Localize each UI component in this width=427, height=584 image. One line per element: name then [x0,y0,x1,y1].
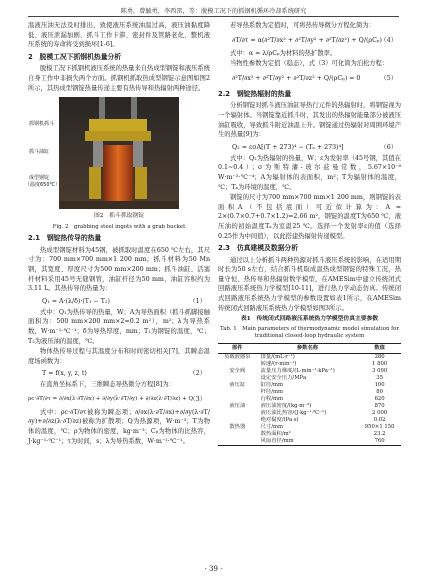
grab-photo [59,97,179,209]
table-cell-parameter: 转速/(r·min⁻¹) [260,361,297,368]
table-row [218,389,401,396]
table-cell-value: 620 [374,396,385,403]
table-cell-value: 35 [376,375,383,382]
table-title-en: Tab. 1 Main parameters of thermodynamic model simulation for traditional closed-loop hydraulic system [220,326,399,340]
section-heading-2-3: 2.3 仿真建模及数据分析 [218,244,299,253]
table-cell-parameter: 缸径/mm [260,382,284,389]
table-cell-component: 液压油 [229,403,246,410]
table-cell-component [218,389,257,396]
table-row [218,410,401,417]
equation-3 [28,391,210,408]
paragraph: 热成型钢锭材料为45钢，被抓取时温度在650 ℃左右，其尺寸为：700 mm×700 mm×1 200 mm；抓斗材料为50 Mn钢，其宽度、厚度尺寸为500 mm×200 mm；抓斗油缸、活塞杆材料采用45号无缝钢管，油缸杆径为50 mm，油缸容积约为3.11 L。其热传导的热量为： [28,246,210,293]
paragraph: 式中：Q₂为热辐射的热量，W；ε为发射率（45号钢，其值在0.1~0.4）；σ为斯特藩-玻尔兹曼常数，5.67×10⁻⁸ W·m⁻²·℃⁻⁴；A为辐射体的表面积，m²；T为辐射体的温度，℃；Tₐ为环境的温度，℃。 [218,154,401,191]
table-row [218,382,401,389]
equation-3-body: ρc·∂T/∂τ = ∂/∂x(λ·∂T/∂x) + ∂/∂y(λ·∂T/∂y) + ∂/∂z(λ·∂T/∂z) + Q [28,395,194,402]
label-ingot-line2: （温度650℃） [25,182,61,189]
table-header: 参数名称 [257,344,359,354]
table-cell-parameter: 设定安全压力/MPa [260,375,307,382]
paragraph: 式中：ρc·∂T/∂τ被称为瞬态项；∂/∂x(λ·∂T/∂x)+∂/∂y(λ·∂T/∂y)+∂/∂z(λ·∂T/∂z)被称为扩散项；Q为热源项，W·m⁻³；T为物体的温度，℃；ρ为物体的密度，kg·m⁻³；Cₚ为物体的比热容，J·kg⁻¹·℃⁻¹；τ为时间，s；λ为导热系数，W·m⁻¹·℃⁻¹。 [28,408,210,445]
equation-6-body: Q₂ = εσA[(T + 273)⁴ − (Tₐ + 273)⁴] [232,143,344,151]
table-row [218,375,401,382]
equation-5-number: （5） [380,74,397,82]
label-bucket-cylinder: 抓斗油缸 [29,149,50,156]
table-row [218,417,401,424]
page-number: · 39 · [204,565,223,573]
table-cell-value: 2 000 [372,410,388,417]
figure-grab-bucket [25,97,179,209]
table-cell-parameter: 绝对黏度/(Pa·s) [260,417,299,424]
paragraph: 分析钢锭对抓斗液压油缸导热行元件的热辐射时，将钢锭视为一个辐射体。当钢锭靠近抓斗时，其发出的热辐射能量部分被液压油缸吸收，导致抓斗附近油温上升。钢锭通过热辐射对周围环境产生的热量[9]为： [218,102,401,139]
table-cell-component: 液压缸 [229,382,246,389]
table-row [218,431,401,438]
table-cell-component: 负载液感泵 [224,354,251,361]
equation-2-number: （2） [189,370,206,378]
paragraph: 式中：Q₁为热传导的热量，W；A为导热面积（抓斗抓脚接触面积为：500 mm×200 mm×2=0.2 m²），m²；λ为导热系数，W·m⁻¹·℃⁻¹；δ为导热厚度，mm；T₁为钢锭的温度，℃；T₂为液压油的温度，℃。 [28,308,210,345]
table-cell-value: 3 000 [372,368,388,375]
equation-4 [218,32,401,49]
paragraph: 钢锭的尺寸为700 mm×700 mm×1 200 mm，则钢锭的表面积A（不包括底面）可近似计算为：A = 2×(0.7×0.7+0.7×1.2)=2.66 m²，钢锭的温度T为650 ℃，液压油的初始温度Tₐ为室温25 ℃。选择一个发射率ε的值（选择0.25作为中间值），以此搭建热辐射传递模型。 [218,194,401,240]
paragraph: 当物性参数为定值（稳态），式（3）可化简为泊松方程： [230,60,389,68]
table-cell-value: 280 [374,354,385,361]
equation-2-body: T = f(x, y, z, t) [42,370,87,378]
left-column [25,21,211,447]
table-cell-component [218,431,257,438]
table-cell-parameter: 尺寸/mm [260,424,284,431]
equation-1-number: （1） [189,297,206,305]
equation-5 [218,70,401,87]
paragraph: 若导热系数为定值时，可将热传导微分方程化简为： [230,22,375,29]
table-cell-parameter: 排量/(mL·r⁻¹) [260,354,295,361]
table-cell-component [218,438,257,446]
equation-1 [28,295,210,308]
table-row [218,438,401,446]
equation-6-number: （6） [380,143,397,151]
figure-caption-en: Fig. 2 grabbing steel ingots with a grab bucket [52,224,186,231]
table-cell-parameter: 风扇直径/mm [257,438,359,446]
paragraph: 在直角坐标系下，三维瞬态导热微分方程[8]为： [40,381,175,389]
equation-3-number: （3） [189,395,206,403]
table-header: 部件 [218,344,257,354]
table-cell-value: 100 [374,382,385,389]
table-cell-parameter: 散热面积/m² [260,431,291,438]
table-cell-component [218,410,257,417]
equation-4-number: （4） [380,36,397,44]
paragraph: 温液压油无法及时排出，致使液压系统油温过高，液压油黏度降低、液压泄漏加剧、抓斗工作卡滞、密封件及管路老化、整机液压系统的寿命将受到损坏[1-6]。 [28,22,210,49]
table-row [218,424,401,431]
section-heading-2-1: 2.1 钢锭热传导的热量 [28,234,102,243]
table-cell-value: 870 [374,403,385,410]
parameter-table [218,343,401,446]
equation-5-body: ∂²T/∂x² + ∂²T/∂y² + ∂²T/∂z² + Q/(ρCₚ) = 0 [232,74,361,82]
table-cell-value: 23.2 [373,431,386,438]
section-heading-2: 2 脱模工况下抓钢机热量分析 [28,52,122,61]
equation-4-body: ∂T/∂τ = α(∂²T/∂x² + ∂²T/∂y² + ∂²T/∂z²) + Q/(ρCₚ) [232,36,382,44]
table-cell-component: 安全阀 [229,368,246,375]
table-cell-value: 950×1 150 [364,424,395,431]
paragraph: 物体热传导过程与其温度分布和时间密切相关[7]，其瞬态温度场函数为： [28,348,210,365]
table-cell-value: 80 [376,389,383,396]
label-crane-bucket: 抓钢机抓斗 [29,121,55,128]
figure-caption-cn: 图2 抓斗抓取钢锭 [93,213,145,220]
table-row [218,368,401,375]
table-header: 数值 [358,344,401,354]
paragraph: 脱模工况下抓钢机液压系统的热量来自热成型钢锭和液压系统自身工作中非损失两个方面。抓钢机抓取热成型钢锭示意图如图2所示，其热成型钢锭热量传递主要有热传导和热辐射两种途径。 [28,65,211,92]
header-rule [28,16,399,17]
table-cell-value: 760 [358,438,401,446]
table-row [218,354,401,362]
table-header-row [218,344,401,354]
table-cell-parameter: 杆径/mm [260,389,284,396]
table-cell-parameter: 行程/mm [260,396,284,403]
table-title-cn: 表1 传统闭式回路液压系统热力学模型仿真主要参数 [240,316,379,323]
table-cell-parameter: 液压油比热容/(J·kg⁻¹·℃⁻¹) [260,410,327,417]
right-column [218,21,401,446]
table-cell-value: 0.02 [373,417,386,424]
paragraph: 式中：α = λ/ρCₚ为材料的热扩散率。 [230,49,337,57]
running-header: 陈勇，曾毓勇，李西雷，等：脱模工况下的抓钢机循环冷却系统研究 [120,8,307,15]
label-ingot-line1: 成型钢锭 [29,175,50,182]
table-cell-value: 1 800 [372,361,388,368]
table-cell-parameter: 流量压力梯度/(L·min⁻¹·kPa⁻¹) [260,368,335,375]
equation-2 [28,367,210,380]
equation-6 [218,141,401,154]
table-cell-component: 散热器 [229,424,246,431]
equation-1-body: Q₁ = A·(λ/δ)·(T₁ − T₂) [42,297,110,305]
section-heading-2-2: 2.2 钢锭热辐射的热量 [218,89,292,98]
paragraph: 通过以上分析抓斗两种热源对抓斗液压系统的影响，在适用期时长为50 s左右，结合抓斗机取成温热成型钢锭的特殊工况，热量守恒、热传导和热辐射数学模型，在AMESim中建立传统闭式回路液压系统热力学模型[10-11]，进行热力学动态仿真。传统闭式回路液压系统热力学模型的参数设置如表1所示，在AMESim传统闭式回路液压系统热力学模型如图3所示。 [218,256,401,312]
table-cell-parameter: 液压油密度/(kg·m⁻³) [260,403,312,410]
